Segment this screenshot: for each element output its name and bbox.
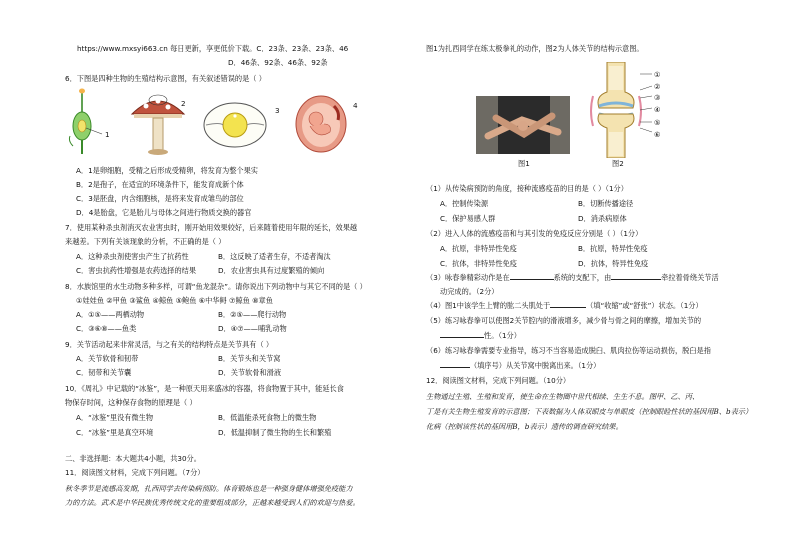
figure-label-2: 2: [181, 99, 186, 108]
sq2-option-d: D．抗体，特异性免疫: [578, 259, 649, 268]
egg-figure: [202, 100, 268, 150]
sq3-blank-1[interactable]: [510, 273, 554, 280]
q8-items: ①娃娃鱼 ②甲鱼 ③鲨鱼 ④鲸鱼 ⑤鲍鱼 ⑥中华鲟 ⑦鲸鱼 ⑧章鱼: [76, 296, 273, 305]
top-line-2: 条 D．46条、92条、46条、92条: [77, 58, 187, 67]
q12-paragraph-line-2: 丁是有关生物生殖发育的示意图；下表数据为人体双眼皮与单眼皮（控制眼睑性状的基因用B、b表示）: [426, 407, 753, 416]
q8-option-b: B．②⑤——爬行动物: [218, 310, 287, 319]
q11-paragraph-line-1: 秋冬季节是流感高发期，扎西同学去传染病预防。体育锻炼也是一种强身健体增强免疫能力: [65, 484, 353, 493]
sub-question-5-line-1: （5）练习咏春拳可以使图2关节腔内的滑液增多，减少骨与骨之间的摩擦，增加关节的: [426, 316, 702, 325]
q7-option-a: A．这种杀虫剂使害虫产生了抗药性: [76, 252, 189, 261]
sq1-option-a: A．控制传染源: [440, 199, 489, 208]
top-line-1: https://www.mxsyi663.cn 每日更新，享更低价下载。C．23条、23条、23条、46: [77, 44, 349, 53]
section-2-heading: 二、非选择题：本大题共4小题，共30分。: [65, 454, 201, 463]
question-10-line-2: 物保存时间，这种保存食物的原理是（ ）: [65, 398, 197, 407]
question-7-line-1: 7．使用某种杀虫剂消灭农业害虫时，刚开始用效果较好，后来随着使用年限的延长，效果越: [65, 223, 358, 232]
q6-option-a: A．1是卵细胞，受精之后形成受精卵，将发育为整个果实: [76, 166, 258, 175]
sq2-option-c: C．抗体，非特异性免疫: [440, 259, 517, 268]
sq4-text-a: （4）图1中该学生上臂的肱二头肌处于: [426, 301, 551, 310]
sub-question-4: [426, 301, 703, 310]
sub-question-5-line-2: [440, 331, 521, 340]
sq3-text-c: 牵拉着骨绕关节活: [661, 273, 719, 282]
sub-question-1: （1）从传染病预防的角度，接种流感疫苗的目的是（ ）（1分）: [426, 184, 628, 193]
q11-paragraph-line-2: 力的方法。武术是中华民族优秀传统文化的重要组成部分，正越来越受到人们的欢迎与热爱。: [65, 498, 360, 507]
q10-option-d: D．低温抑制了微生物的生长和繁殖: [218, 428, 332, 437]
figure-label-4: 4: [353, 101, 358, 110]
q10-option-a: A．“冰鉴”里没有微生物: [76, 413, 154, 422]
q6-option-b: B．2是孢子，在适宜的环境条件下，能发育成新个体: [76, 180, 244, 189]
figure-2-caption: 图2: [612, 159, 624, 168]
sq1-option-c: C．保护易感人群: [440, 214, 496, 223]
figure-label-3: 3: [275, 106, 280, 115]
figure-2-joint-diagram: [585, 62, 647, 158]
sq4-blank[interactable]: [550, 301, 586, 308]
figure-2-label-2: ②: [654, 82, 661, 91]
top-line-2-visible: D．46条、92条、46条、92条: [228, 58, 328, 67]
question-8: 8．水族馆里的水生动物多种多样，可谓“鱼龙混杂”。请你说出下列动物中与其它不同的是（ ）: [65, 282, 367, 291]
flower-ovary-figure: [68, 86, 108, 158]
sq1-option-b: B．切断传播途径: [578, 199, 634, 208]
q10-option-b: B．低温能杀死食物上的微生物: [218, 413, 317, 422]
figure-2-label-4: ④: [654, 105, 661, 114]
sq6-text: （填序号）从关节窝中脱离出来。（1分）: [470, 361, 601, 370]
figure-2-label-3: ③: [654, 93, 661, 102]
q12-paragraph-line-1: 生物通过生殖、生殖和发育，使生命在生物圈中世代相续、生生不息。图甲、乙、丙、: [426, 392, 700, 401]
figure-2-label-1: ①: [654, 70, 661, 79]
question-9: 9．关节活动起来非常灵活，与之有关的结构特点是关节具有（ ）: [65, 340, 274, 349]
q11-intro: 图1为扎西同学在练太极拳礼的动作，图2为人体关节的结构示意图。: [426, 44, 644, 53]
figure-label-1: 1: [105, 130, 110, 139]
q9-option-d: D．关节软骨和滑液: [218, 368, 282, 377]
sq4-text-b: （填“收缩”或“舒张”）状态。（1分）: [586, 301, 703, 310]
q6-option-c: C．3是胚盘，内含细胞核，是将来发育成雏鸟的部位: [76, 194, 244, 203]
sub-question-2: （2）进入人体的流感疫苗和与其引发的免疫反应分别是（ ）（1分）: [426, 229, 643, 238]
q8-option-c: C．③⑥⑧——鱼类: [76, 324, 137, 333]
sq3-blank-2[interactable]: [611, 273, 661, 280]
sq5-text: 性。（1分）: [484, 331, 521, 340]
q12-paragraph-line-3: 化病（控制该性状的基因用B，b表示）遗传的调查研究结果。: [426, 422, 623, 431]
q9-option-a: A．关节软骨和韧带: [76, 354, 139, 363]
sub-question-6-line-1: （6）练习咏春拳需要专业指导，练习不当容易造成脱臼、肌肉拉伤等运动损伤，脱臼是指: [426, 346, 711, 355]
sub-question-6-line-2: [440, 361, 600, 370]
sq3-text-a: （3）咏春拳精彩动作是在: [426, 273, 510, 282]
fetus-placenta-figure: [294, 94, 348, 154]
sq3-text-b: 系统的支配下，由: [553, 273, 612, 282]
question-6: 6．下图是四种生物的生殖结构示意图，有关叙述错误的是（ ）: [65, 74, 266, 83]
sq2-option-a: A．抗原，非特异性免疫: [440, 244, 517, 253]
q7-option-c: C．害虫抗药性增强是农药选择的结果: [76, 266, 197, 275]
sq5-blank[interactable]: [440, 331, 484, 338]
figure-1-caption: 图1: [518, 159, 530, 168]
q7-option-d: D．农业害虫具有过度繁殖的倾向: [218, 266, 325, 275]
sq1-option-d: D．消杀病原体: [578, 214, 627, 223]
figure-2-label-6: ⑥: [654, 130, 661, 139]
mushroom-figure: [130, 92, 186, 156]
question-11: 11．阅读图文材料，完成下列问题。（7分）: [65, 468, 205, 477]
sub-question-3-line-1: [426, 273, 719, 282]
sq2-option-b: B．抗原，特异性免疫: [578, 244, 648, 253]
question-10-line-1: 10．《周礼》中记载的“冰鉴”，是一种原天用来盛冰的容器，将食物置于其中，能延长食: [65, 384, 344, 393]
question-12: 12．阅读图文材料，完成下列问题。（10分）: [426, 376, 571, 385]
q7-option-b: B．这反映了适者生存，不适者淘汰: [218, 252, 331, 261]
question-7-line-2: 来越差。下列有关该现象的分析，不正确的是（ ）: [65, 237, 226, 246]
q9-option-b: B．关节头和关节窝: [218, 354, 281, 363]
sub-question-3-line-2: 动完成的。（2分）: [440, 287, 499, 296]
q8-option-d: D．④⑦——哺乳动物: [218, 324, 287, 333]
q8-option-a: A．①⑤——两栖动物: [76, 310, 145, 319]
q10-option-c: C．“冰鉴”里是真空环境: [76, 428, 154, 437]
figure-1-photo: [476, 96, 570, 154]
figure-2-label-5: ⑤: [654, 118, 661, 127]
sq6-blank[interactable]: [440, 361, 470, 368]
q9-option-c: C．韧带和关节囊: [76, 368, 132, 377]
q6-option-d: D．4是胎盘，它是胎儿与母体之间进行物质交换的器官: [76, 208, 252, 217]
